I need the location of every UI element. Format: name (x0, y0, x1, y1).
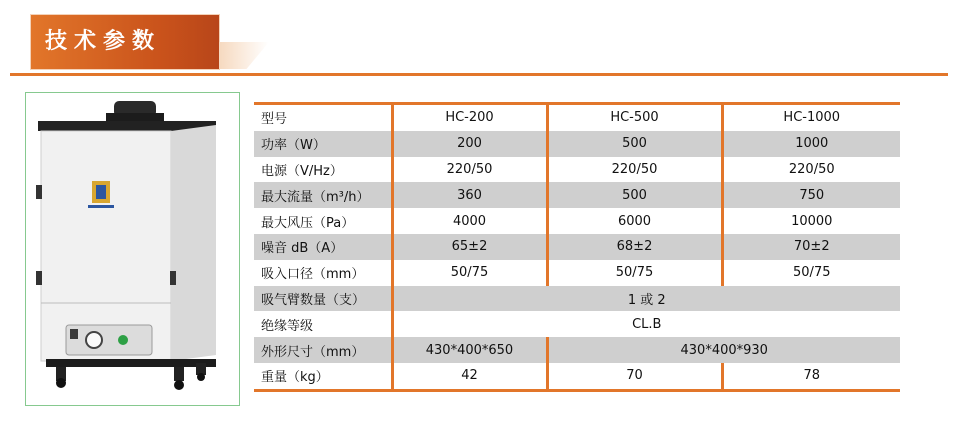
cell: 50/75 (547, 260, 722, 286)
row-label: 功率（W） (254, 131, 392, 157)
title-banner-tail (219, 42, 269, 69)
row-label: 吸气臂数量（支） (254, 286, 392, 312)
table-row (254, 311, 900, 337)
row-label: 最大流量（m³/h） (254, 182, 392, 208)
cell: 6000 (547, 208, 722, 234)
table-row (254, 286, 900, 312)
table-row (254, 208, 900, 234)
cell: 78 (722, 363, 900, 390)
row-label: 外形尺寸（mm） (254, 337, 392, 363)
merged-cell: CL.B (392, 311, 900, 337)
row-label: 重量（kg） (261, 370, 329, 386)
cell: 65±2 (392, 234, 547, 260)
cell: 500 (547, 182, 722, 208)
table-row (254, 157, 900, 183)
cell: 430*400*650 (392, 337, 547, 363)
table-header-row (254, 104, 900, 131)
product-photo (25, 92, 240, 406)
cell: 70 (547, 363, 722, 390)
table-row (254, 337, 900, 363)
merged-cell: 1 或 2 (392, 286, 900, 312)
cell: 42 (392, 363, 547, 390)
header-model-hc200: HC-200 (392, 104, 547, 131)
merged-cell: 430*400*930 (547, 337, 900, 363)
table-row (254, 131, 900, 157)
spec-table (254, 102, 900, 392)
section-title: 技术参数 (45, 29, 162, 54)
row-label: 电源（V/Hz） (261, 163, 343, 179)
table-row (254, 363, 900, 390)
table-row (254, 234, 900, 260)
title-divider (10, 73, 948, 76)
row-label: 噪音 dB（A） (254, 234, 392, 260)
cell: 220/50 (722, 157, 900, 183)
cell: 220/50 (392, 157, 547, 183)
cell: 68±2 (547, 234, 722, 260)
section-title-banner (31, 15, 219, 69)
cell: 70±2 (722, 234, 900, 260)
header-label: 型号 (261, 112, 288, 128)
header-model-hc500: HC-500 (547, 104, 722, 131)
row-label: 最大风压（Pa） (261, 215, 355, 231)
cell: 220/50 (547, 157, 722, 183)
row-label: 吸入口径（mm） (261, 267, 365, 283)
cell: 750 (722, 182, 900, 208)
cell: 10000 (722, 208, 900, 234)
cell: 50/75 (722, 260, 900, 286)
row-label: 绝缘等级 (261, 318, 314, 334)
cell: 4000 (392, 208, 547, 234)
header-model-hc1000: HC-1000 (722, 104, 900, 131)
cell: 360 (392, 182, 547, 208)
cell: 500 (547, 131, 722, 157)
table-row (254, 260, 900, 286)
cell: 200 (392, 131, 547, 157)
cell: 50/75 (392, 260, 547, 286)
table-row (254, 182, 900, 208)
cell: 1000 (722, 131, 900, 157)
fume-extractor-illustration (26, 93, 239, 405)
